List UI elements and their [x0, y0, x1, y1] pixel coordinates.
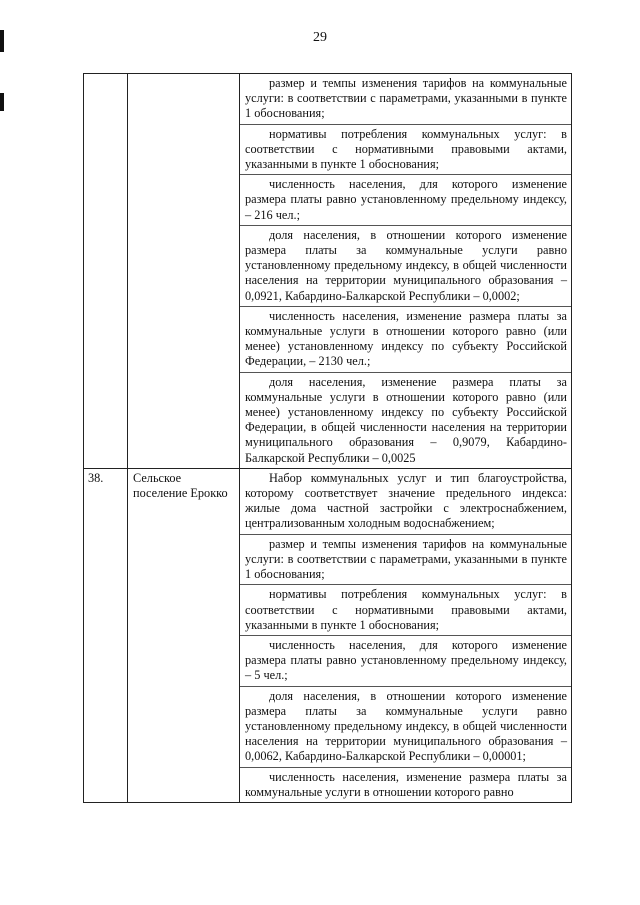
row-number: [84, 74, 127, 78]
settlement-name-cell: [128, 468, 240, 802]
page-number: 29: [313, 30, 327, 45]
indicator-paragraph: численность населения, изменение размера платы за коммунальные услуги в отношении которого равно: [240, 767, 571, 802]
indicators-cell: [240, 468, 572, 802]
document-table: [83, 73, 572, 803]
indicator-paragraph: доля населения, изменение размера платы за коммунальные услуги в отношении которого равно (или менее) установленному индексу по субъекту Российской Федерации, в общей численности населения на территории муниципального образования – 0,9079, Кабардино-Балкарской Республики – 0,0025: [240, 372, 571, 468]
table-row: [84, 468, 572, 802]
settlement-name: [128, 74, 239, 78]
table-row: [84, 74, 572, 469]
row-number-cell: [84, 468, 128, 802]
indicator-paragraph: доля населения, в отношении которого изменение размера платы за коммунальные услуги равно установленному предельному индексу, в общей численности населения на территории муниципального образования – 0,0921, Кабардино-Балкарской Республики – 0,0002;: [240, 225, 571, 306]
row-number: 38.: [88, 470, 104, 485]
settlement-name: Сельское поселение Ерокко: [133, 470, 228, 501]
settlement-name-cell: [128, 74, 240, 469]
indicator-paragraph: размер и темпы изменения тарифов на коммунальные услуги: в соответствии с параметрами, указанными в пункте 1 обоснования;: [245, 76, 567, 121]
row-number-cell: [84, 74, 128, 469]
indicator-paragraph: численность населения, изменение размера платы за коммунальные услуги в отношении которого равно (или менее) установленному индексу по субъекту Российской Федерации, – 2130 чел.;: [240, 306, 571, 372]
indicator-paragraph: нормативы потребления коммунальных услуг: в соответствии с нормативными правовыми актами, указанными в пункте 1 обоснования;: [240, 124, 571, 175]
indicator-paragraph: Набор коммунальных услуг и тип благоустройства, которому соответствует значение предельного индекса: жилые дома частной застройки с электроснабжением, централизованным холодным водоснабжением;: [245, 470, 567, 531]
indicator-paragraph: доля населения, в отношении которого изменение размера платы за коммунальные услуги равно установленному предельному индексу, в общей численности населения на территории муниципального образования – 0,0062, Кабардино-Балкарской Республики – 0,00001;: [240, 686, 571, 767]
indicator-paragraph: нормативы потребления коммунальных услуг: в соответствии с нормативными правовыми актами, указанными в пункте 1 обоснования;: [240, 584, 571, 635]
indicators-cell: [240, 74, 572, 469]
indicator-paragraph: численность населения, для которого изменение размера платы равно установленному предельному индексу, – 5 чел.;: [240, 635, 571, 686]
indicator-paragraph: размер и темпы изменения тарифов на коммунальные услуги: в соответствии с параметрами, указанными в пункте 1 обоснования;: [240, 534, 571, 585]
indicator-paragraph: численность населения, для которого изменение размера платы равно установленному предельному индексу, – 216 чел.;: [240, 174, 571, 225]
scan-edge-mark: [0, 93, 4, 111]
